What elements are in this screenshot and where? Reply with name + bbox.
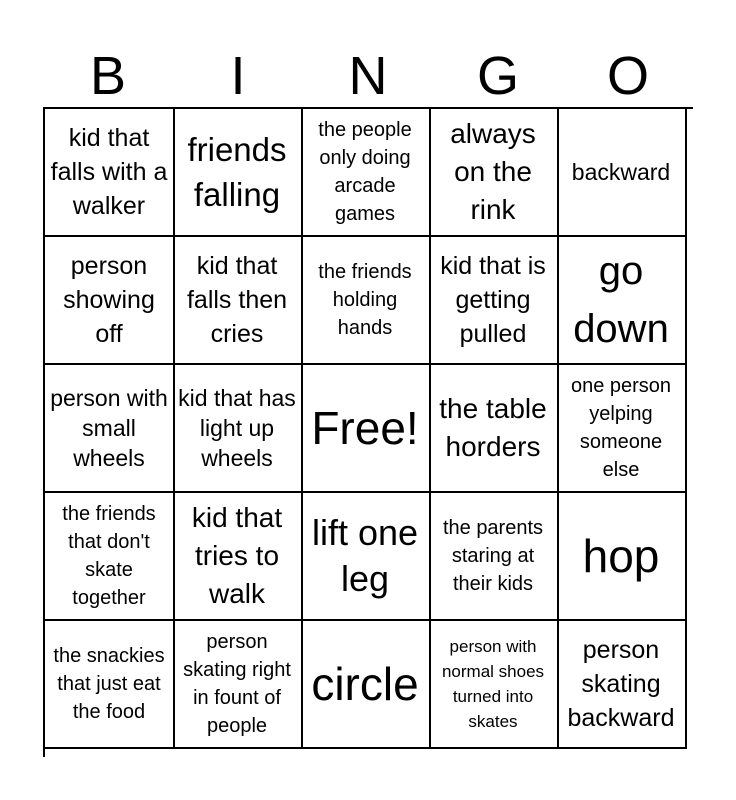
cell-text: friends falling [187, 131, 287, 213]
bingo-cell[interactable] [557, 109, 687, 237]
cell-text: the friends that don't skate together [62, 503, 156, 609]
cell-text: kid that falls with a walker [50, 124, 168, 220]
bingo-header [43, 44, 693, 108]
cell-text: the table horders [439, 393, 547, 462]
cell-text: kid that falls then cries [186, 252, 288, 348]
bingo-cell[interactable] [301, 237, 431, 365]
bingo-cell[interactable] [429, 109, 559, 237]
bingo-cell[interactable] [173, 621, 303, 749]
bingo-cell[interactable] [301, 493, 431, 621]
bingo-cell[interactable] [173, 237, 303, 365]
cell-text: the snackies that just eat the food [53, 645, 165, 723]
bingo-cell[interactable] [45, 621, 175, 749]
bingo-cell[interactable] [557, 237, 687, 365]
cell-text: lift one leg [311, 512, 419, 599]
bingo-cell[interactable] [45, 109, 175, 237]
cell-text: hop [582, 530, 660, 582]
bingo-cell[interactable] [173, 493, 303, 621]
bingo-cell[interactable] [45, 493, 175, 621]
free-space[interactable] [301, 365, 431, 493]
bingo-cell[interactable] [429, 493, 559, 621]
cell-text: kid that tries to walk [191, 502, 283, 609]
cell-text: the parents staring at their kids [442, 517, 544, 595]
cell-text: the people only doing arcade games [318, 119, 412, 225]
bingo-cell[interactable] [557, 365, 687, 493]
cell-text: circle [311, 658, 419, 710]
cell-text: person with normal shoes turned into skates [441, 637, 545, 731]
cell-text: person skating right in fount of people [183, 631, 291, 737]
header-letter-i: I [230, 46, 246, 106]
bingo-cell[interactable] [301, 109, 431, 237]
header-letter-n: N [348, 46, 388, 106]
bingo-grid [43, 107, 693, 757]
header-letter-o: O [606, 46, 649, 106]
bingo-cell[interactable] [557, 493, 687, 621]
cell-text: kid that is getting pulled [440, 252, 546, 348]
cell-text: one person yelping someone else [570, 375, 672, 481]
bingo-cell[interactable] [173, 109, 303, 237]
bingo-cell[interactable] [45, 237, 175, 365]
cell-text: go down [573, 249, 669, 351]
bingo-cell[interactable] [45, 365, 175, 493]
cell-text: kid that has light up wheels [178, 385, 296, 471]
header-letter-b: B [89, 46, 127, 106]
bingo-cell[interactable] [429, 365, 559, 493]
cell-text: person skating backward [567, 636, 675, 732]
free-space-text: Free! [311, 402, 419, 454]
bingo-cell[interactable] [173, 365, 303, 493]
cell-text: always on the rink [450, 118, 536, 225]
cell-text: backward [571, 159, 671, 185]
cell-text: person showing off [63, 252, 155, 348]
bingo-cell[interactable] [557, 621, 687, 749]
cell-text: the friends holding hands [318, 261, 412, 339]
bingo-cell[interactable] [301, 621, 431, 749]
cell-text: person with small wheels [50, 385, 168, 471]
bingo-cell[interactable] [429, 237, 559, 365]
header-letter-g: G [476, 46, 519, 106]
bingo-cell[interactable] [429, 621, 559, 749]
